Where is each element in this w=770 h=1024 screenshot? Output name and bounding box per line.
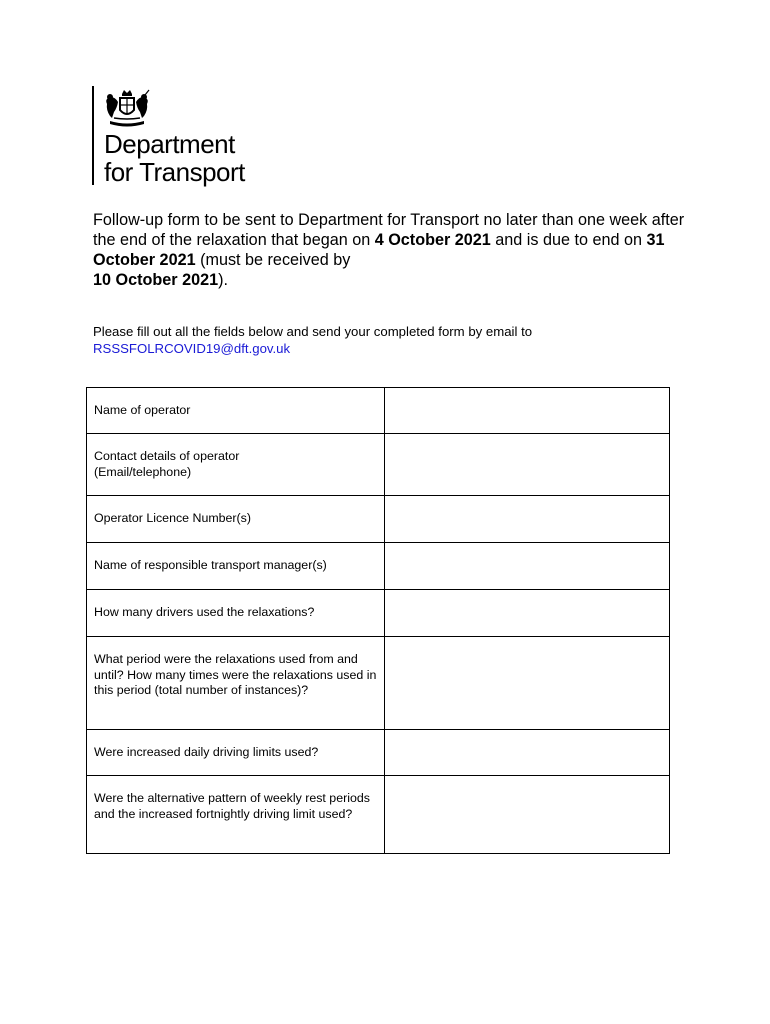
- form-row-label-cell: [87, 730, 385, 776]
- form-row-label-cell: [87, 776, 385, 854]
- intro-text-1: Follow-up form to be sent to Department for Transport no later than one week after the end of the relaxation that began on: [93, 211, 685, 249]
- intro-start-date: 4 October 2021: [374, 231, 491, 249]
- intro-end-date: 31 October 2021: [93, 231, 665, 269]
- form-row-label-cell: [87, 543, 385, 590]
- form-row: [87, 388, 670, 434]
- form-row-label-cell: [87, 434, 385, 496]
- form-row-value-field[interactable]: [385, 590, 670, 637]
- form-row-label: Were the alternative pattern of weekly rest periods and the increased fortnightly driving limit used?: [94, 791, 370, 821]
- form-row: [87, 434, 670, 496]
- intro-text-2: and is due to end on: [490, 231, 647, 249]
- instructions-text: Please fill out all the fields below and send your completed form by email to: [93, 324, 533, 339]
- form-row-value-field[interactable]: [385, 543, 670, 590]
- form-row-value-field[interactable]: [385, 776, 670, 854]
- logo-line-department: Department: [104, 129, 235, 159]
- form-row-label: Were increased daily driving limits used?: [94, 745, 319, 759]
- form-row-label-cell: [87, 496, 385, 543]
- instructions-paragraph: [93, 323, 693, 357]
- logo-wordmark: [104, 130, 245, 186]
- form-row: [87, 637, 670, 730]
- form-row: [87, 496, 670, 543]
- form-row-label-cell: [87, 388, 385, 434]
- form-row-label: Contact details of operator (Email/telephone): [94, 449, 240, 479]
- intro-paragraph: [93, 210, 693, 290]
- form-row-value-field[interactable]: [385, 637, 670, 730]
- form-row: [87, 776, 670, 854]
- royal-coat-of-arms-icon: [102, 88, 152, 128]
- dft-logo: [92, 86, 292, 186]
- form-row-value-field[interactable]: [385, 434, 670, 496]
- form-row-label-cell: [87, 590, 385, 637]
- intro-text-4: ).: [218, 271, 228, 289]
- form-row-label: Operator Licence Number(s): [94, 511, 252, 525]
- form-row-label-cell: [87, 637, 385, 730]
- logo-divider-bar: [92, 86, 94, 185]
- form-row-value-field[interactable]: [385, 730, 670, 776]
- form-row-value-field[interactable]: [385, 388, 670, 434]
- form-row-label: Name of responsible transport manager(s): [94, 558, 327, 572]
- email-link[interactable]: RSSSFOLRCOVID19@dft.gov.uk: [93, 341, 291, 356]
- form-row: [87, 730, 670, 776]
- operator-form-table: [86, 387, 670, 854]
- form-row: [87, 543, 670, 590]
- form-row: [87, 590, 670, 637]
- form-row-label: What period were the relaxations used from and until? How many times were the relaxations used in this period (total number of instances)?: [94, 652, 377, 697]
- intro-text-3: (must be received by: [195, 251, 351, 269]
- form-row-value-field[interactable]: [385, 496, 670, 543]
- intro-deadline-date: 10 October 2021: [93, 271, 219, 289]
- form-row-label: How many drivers used the relaxations?: [94, 605, 315, 619]
- form-row-label: Name of operator: [94, 403, 191, 417]
- logo-line-for-transport: for Transport: [104, 157, 245, 187]
